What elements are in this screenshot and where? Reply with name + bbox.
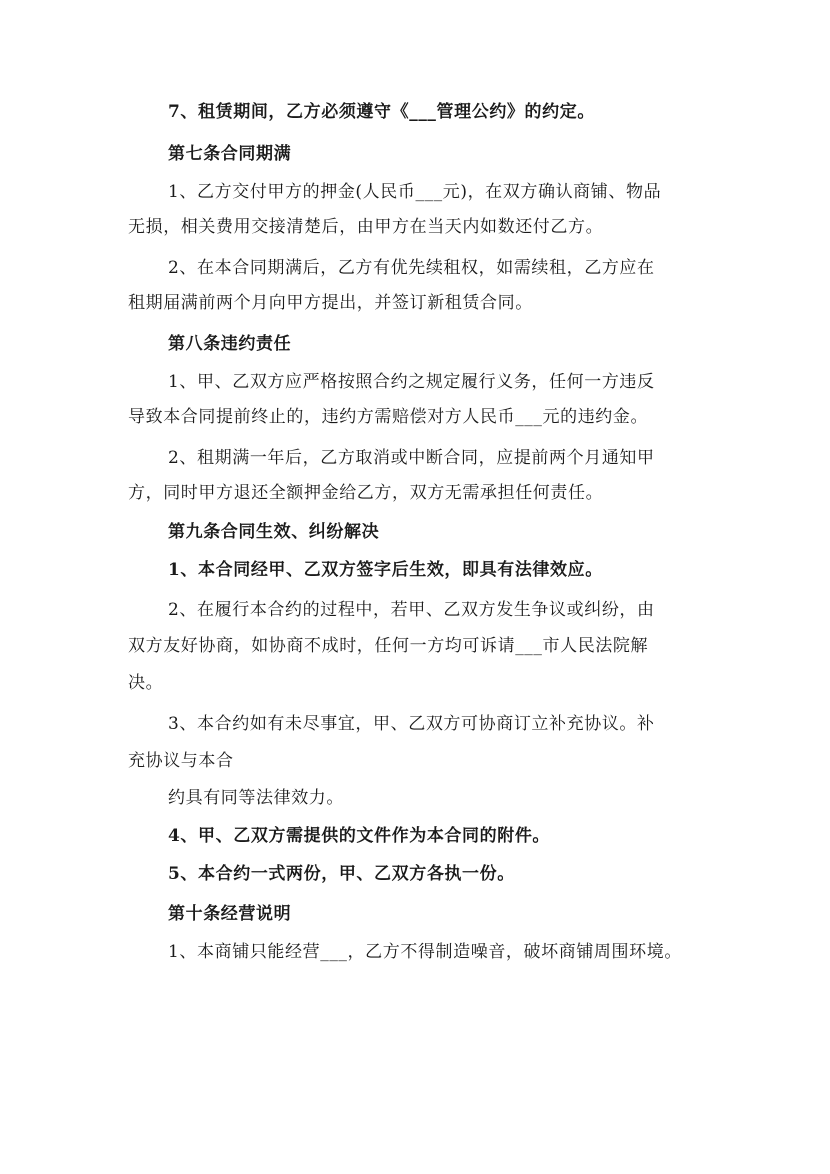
article-9-para-2-cont: 双方友好协商，如协商不成时，任何一方均可诉请___市人民法院解: [128, 636, 649, 656]
article-9-para-2: 2、在履行本合约的过程中，若甲、乙双方发生争议或纠纷，由: [168, 600, 655, 620]
article-9-para-3-end: 约具有同等法律效力。: [168, 788, 344, 808]
article-7-para-2: 2、在本合同期满后，乙方有优先续租权，如需续租，乙方应在: [168, 258, 655, 278]
article-7-para-1: 1、乙方交付甲方的押金(人民币___元)，在双方确认商铺、物品: [168, 182, 662, 202]
article-9-para-3-cont: 充协议与本合: [128, 751, 234, 771]
article-9-para-4: 4、甲、乙双方需提供的文件作为本合同的附件。: [168, 826, 551, 846]
article-9-para-5: 5、本合约一式两份，甲、乙双方各执一份。: [168, 864, 515, 884]
article-10-heading: 第十条经营说明: [168, 904, 292, 924]
article-8-para-1: 1、甲、乙双方应严格按照合约之规定履行义务，任何一方违反: [168, 372, 655, 392]
article-9-para-1: 1、本合同经甲、乙双方签字后生效，即具有法律效应。: [168, 560, 603, 580]
article-9-heading: 第九条合同生效、纠纷解决: [168, 522, 380, 542]
article-7-para-1-cont: 无损，相关费用交接清楚后，由甲方在当天内如数还付乙方。: [128, 217, 604, 237]
article-8-heading: 第八条违约责任: [168, 334, 292, 354]
article-10-para-1: 1、本商铺只能经营___，乙方不得制造噪音，破坏商铺周围环境。: [168, 942, 682, 962]
article-7-para-2-cont: 租期届满前两个月向甲方提出，并签订新租赁合同。: [128, 293, 533, 313]
article-9-para-2-end: 决。: [128, 673, 164, 693]
clause-7: 7、租赁期间，乙方必须遵守《___管理公约》的约定。: [168, 102, 595, 122]
article-8-para-1-cont: 导致本合同提前终止的，违约方需赔偿对方人民币___元的违约金。: [128, 407, 649, 427]
article-9-para-3: 3、本合约如有未尽事宜，甲、乙双方可协商订立补充协议。补: [168, 714, 655, 734]
article-8-para-2-cont: 方，同时甲方退还全额押金给乙方，双方无需承担任何责任。: [128, 483, 604, 503]
article-7-heading: 第七条合同期满: [168, 144, 292, 164]
article-8-para-2: 2、租期满一年后，乙方取消或中断合同，应提前两个月通知甲: [168, 448, 655, 468]
